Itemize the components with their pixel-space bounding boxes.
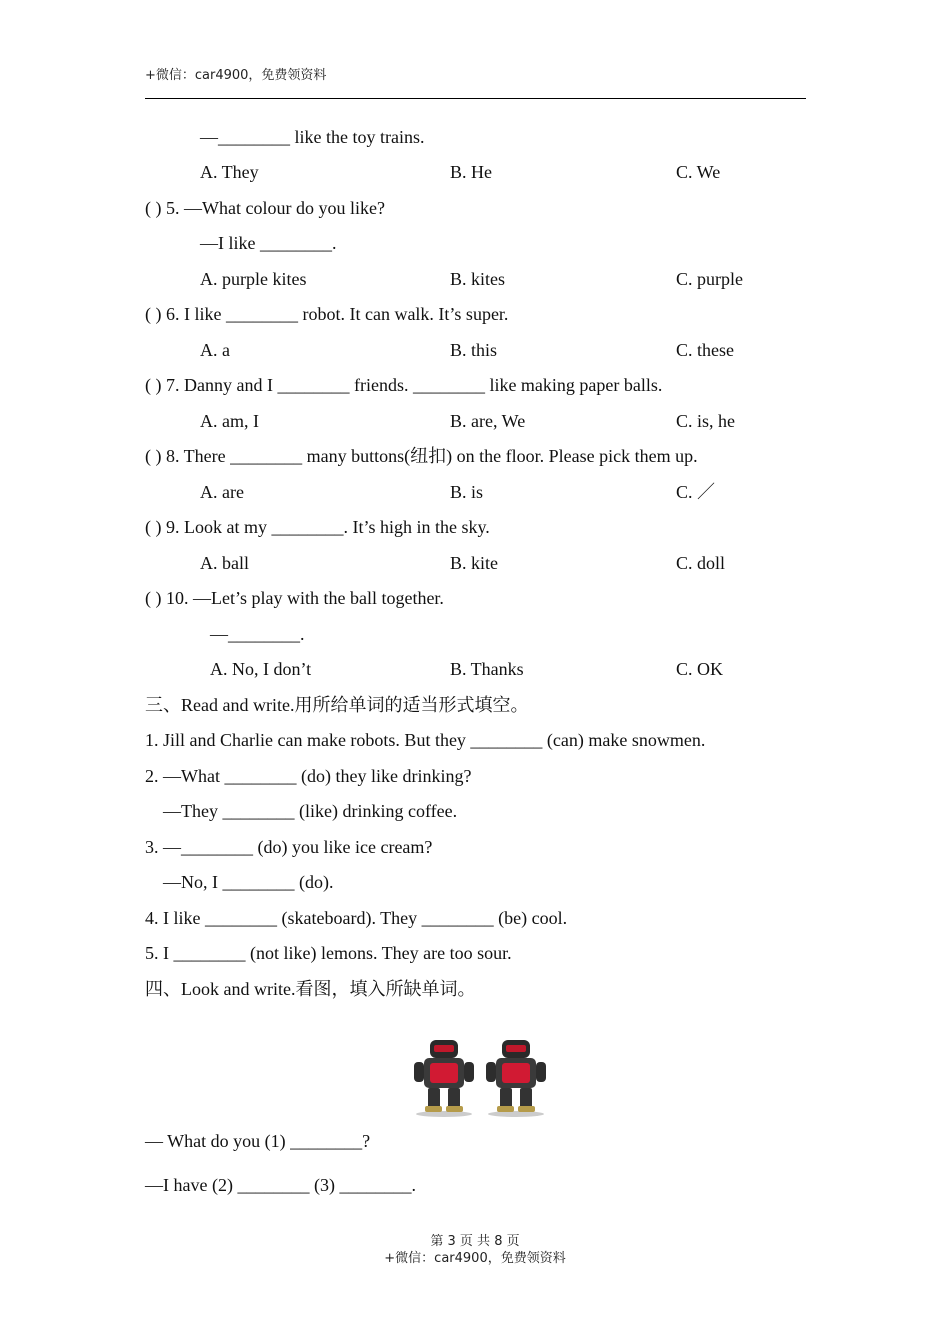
footer-watermark: +微信：car4900，免费领资料 bbox=[384, 1251, 566, 1266]
section3-item-5: 5. I ________ (not like) lemons. They are too sour. bbox=[145, 943, 512, 963]
section3-item-2: 2. —What ________ (do) they like drinking? bbox=[145, 766, 472, 786]
section3-item-2-reply: —They ________ (like) drinking coffee. bbox=[163, 801, 458, 821]
section3-item-4: 4. I like ________ (skateboard). They ________ (be) cool. bbox=[145, 908, 568, 928]
q9-option-c: C. doll bbox=[676, 553, 726, 573]
section3-title: 三、Read and write.用所给单词的适当形式填空。 bbox=[145, 695, 529, 715]
q5-option-c: C. purple bbox=[676, 269, 743, 289]
section4-title: 四、Look and write.看图，填入所缺单词。 bbox=[145, 979, 476, 999]
q6-option-a: A. a bbox=[200, 340, 230, 360]
q8-option-a: A. are bbox=[200, 482, 244, 502]
q9-option-a: A. ball bbox=[200, 553, 249, 573]
section3-item-3-reply: —No, I ________ (do). bbox=[163, 872, 334, 892]
q7-option-a: A. am, I bbox=[200, 411, 259, 431]
q10-stem: ( ) 10. —Let’s play with the ball together. bbox=[145, 588, 444, 608]
section4-question: — What do you (1) ________? bbox=[145, 1131, 371, 1151]
section4-answer: —I have (2) ________ (3) ________. bbox=[145, 1175, 416, 1195]
page-number: 第 3 页 共 8 页 bbox=[430, 1234, 520, 1249]
q4-option-a: A. They bbox=[200, 162, 259, 182]
q6-option-b: B. this bbox=[450, 340, 498, 360]
q7-stem: ( ) 7. Danny and I ________ friends. ________ like making paper balls. bbox=[145, 375, 663, 395]
q10-answer-line: —________. bbox=[210, 624, 305, 644]
q4-option-b: B. He bbox=[450, 162, 492, 182]
q5-answer-line: —I like ________. bbox=[200, 233, 337, 253]
q4-option-c: C. We bbox=[676, 162, 721, 182]
header-rule bbox=[145, 98, 806, 99]
section3-item-1: 1. Jill and Charlie can make robots. But they ________ (can) make snowmen. bbox=[145, 730, 706, 750]
q4-answer-line: —________ like the toy trains. bbox=[200, 127, 425, 147]
robot-left bbox=[414, 1040, 474, 1117]
q5-stem: ( ) 5. —What colour do you like? bbox=[145, 198, 385, 218]
q10-option-c: C. OK bbox=[676, 659, 724, 679]
q6-option-c: C. these bbox=[676, 340, 734, 360]
q7-option-b: B. are, We bbox=[450, 411, 526, 431]
q8-stem: ( ) 8. There ________ many buttons(纽扣) on the floor. Please pick them up. bbox=[145, 446, 698, 466]
q9-option-b: B. kite bbox=[450, 553, 498, 573]
q6-stem: ( ) 6. I like ________ robot. It can walk. It’s super. bbox=[145, 304, 509, 324]
robots-image bbox=[410, 1036, 552, 1118]
q10-option-a: A. No, I don’t bbox=[210, 659, 312, 679]
q8-option-b: B. is bbox=[450, 482, 484, 502]
q9-stem: ( ) 9. Look at my ________. It’s high in the sky. bbox=[145, 517, 490, 537]
robot-right bbox=[486, 1040, 546, 1117]
q5-option-a: A. purple kites bbox=[200, 269, 307, 289]
q7-option-c: C. is, he bbox=[676, 411, 736, 431]
q5-option-b: B. kites bbox=[450, 269, 506, 289]
page-header-watermark: +微信：car4900，免费领资料 bbox=[145, 68, 327, 83]
section3-item-3: 3. —________ (do) you like ice cream? bbox=[145, 837, 433, 857]
q10-option-b: B. Thanks bbox=[450, 659, 524, 679]
q8-option-c: C. ／ bbox=[676, 482, 716, 502]
